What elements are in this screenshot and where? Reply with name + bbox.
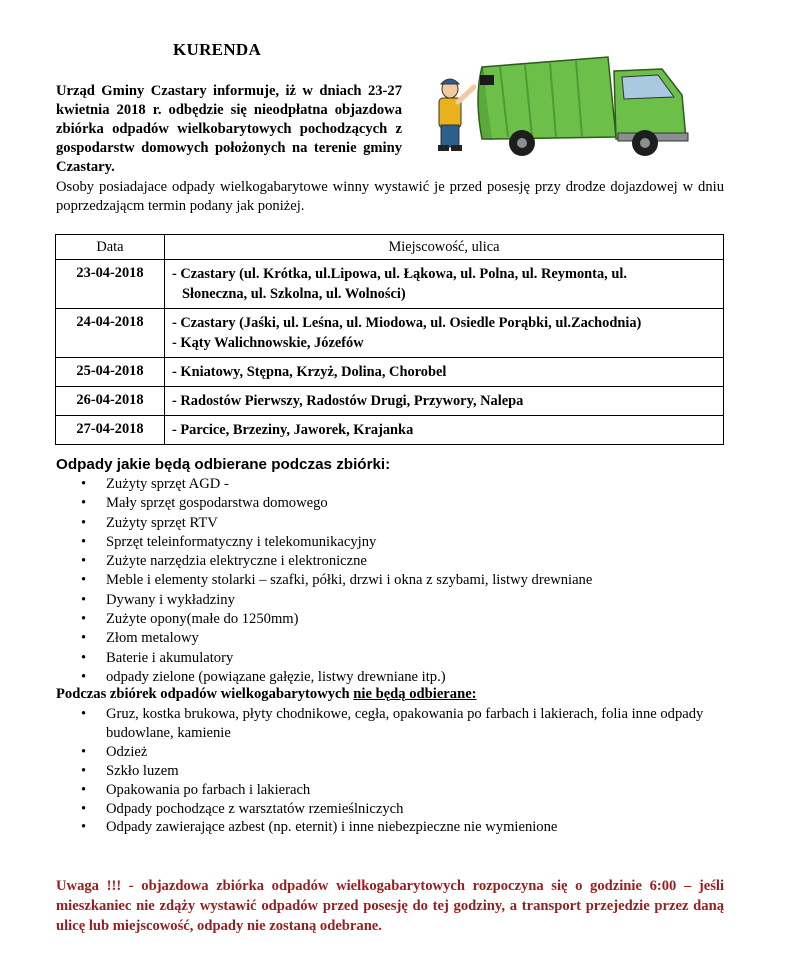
list-item: • Zużyty sprzęt AGD - (56, 475, 716, 494)
location-line: Słoneczna, ul. Szkolna, ul. Wolności) (182, 286, 406, 302)
list-item: • odpady zielone (powiązane gałęzie, listwy drewniane itp.) (56, 668, 716, 687)
excluded-waste-list (56, 705, 706, 837)
table-row (56, 416, 724, 445)
collection-schedule-table (55, 234, 724, 445)
table-row (56, 387, 724, 416)
list-item: • Opakowania po farbach i lakierach (56, 781, 706, 800)
row-locations (165, 387, 724, 416)
list-item: • Sprzęt teleinformatyczny i telekomunikacyjny (56, 533, 716, 552)
list-item: • Zużyty sprzęt RTV (56, 514, 716, 533)
row-locations (165, 260, 724, 309)
list-item: • Odpady pochodzące z warsztatów rzemieślniczych (56, 800, 706, 819)
row-date: 23-04-2018 (56, 260, 165, 309)
worker-figure (438, 79, 474, 151)
list-item: • Szkło luzem (56, 762, 706, 781)
list-item: • Meble i elementy stolarki – szafki, półki, drzwi i okna z szybami, listwy drewniane (56, 571, 716, 590)
column-header-location: Miejscowość, ulica (165, 235, 724, 260)
row-locations (165, 358, 724, 387)
location-line: - Kniatowy, Stępna, Krzyż, Dolina, Chorobel (172, 364, 447, 380)
list-item: • Gruz, kostka brukowa, płyty chodnikowe, cegła, opakowania po farbach i lakierach, folia inne odpady budowlane, kamienie (56, 705, 706, 743)
excluded-heading-emphasis: nie będą odbierane: (353, 686, 477, 702)
location-line: - Czastary (Jaśki, ul. Leśna, ul. Miodowa, ul. Osiedle Porąbki, ul.Zachodnia) (172, 315, 642, 331)
document-title: KURENDA (173, 40, 262, 59)
excluded-heading-prefix: Podczas zbiórek odpadów wielkogabarytowych (56, 686, 354, 702)
list-item: • Zużyte narzędzia elektryczne i elektroniczne (56, 552, 716, 571)
excluded-waste-heading (56, 686, 477, 703)
column-header-date: Data (56, 235, 165, 260)
list-item: • Odzież (56, 743, 706, 762)
list-item: • Zużyte opony(małe do 1250mm) (56, 610, 716, 629)
garbage-truck-illustration (430, 47, 700, 159)
location-line: - Kąty Walichnowskie, Józefów (172, 335, 364, 351)
row-date: 24-04-2018 (56, 309, 165, 358)
table-row (56, 260, 724, 309)
warning-notice: Uwaga !!! - objazdowa zbiórka odpadów wielkogabarytowych rozpoczyna się o godzinie 6:00 – jeśli mieszkaniec nie zdąży wystawić odpadów przed posesję do tej godziny, a transport przejedzie przez daną ulicę lub miejscowość, odpady nie zostaną odebrane. (56, 878, 724, 934)
location-line: - Parcice, Brzeziny, Jaworek, Krajanka (172, 422, 414, 438)
row-date: 25-04-2018 (56, 358, 165, 387)
table-row (56, 358, 724, 387)
table-row (56, 309, 724, 358)
row-date: 27-04-2018 (56, 416, 165, 445)
collected-waste-heading: Odpady jakie będą odbierane podczas zbiórki: (56, 456, 391, 473)
row-date: 26-04-2018 (56, 387, 165, 416)
row-locations (165, 309, 724, 358)
intro-paragraph: Urząd Gminy Czastary informuje, iż w dniach 23-27 kwietnia 2018 r. odbędzie się nieodpłatna objazdowa zbiórka odpadów wielkobarytowych pochodzących z gospodarstw domowych położonych na terenie gminy Czastary. (56, 83, 402, 175)
list-item: • Baterie i akumulatory (56, 649, 716, 668)
list-item: • Mały sprzęt gospodarstwa domowego (56, 494, 716, 513)
list-item: • Złom metalowy (56, 629, 716, 648)
location-line: - Czastary (ul. Krótka, ul.Lipowa, ul. Łąkowa, ul. Polna, ul. Reymonta, ul. (172, 266, 627, 282)
row-locations (165, 416, 724, 445)
list-item: • Odpady zawierające azbest (np. eternit) i inne niebezpieczne nie wymienione (56, 818, 706, 837)
table-header-row (56, 235, 724, 260)
location-line: - Radostów Pierwszy, Radostów Drugi, Przywory, Nalepa (172, 393, 524, 409)
notice-paragraph: Osoby posiadajace odpady wielkogabarytowe winny wystawić je przed posesję przy drodze dojazdowej w dniu poprzedzającm termin podany jak poniżej. (56, 179, 724, 214)
collected-waste-list (56, 475, 716, 687)
list-item: • Dywany i wykładziny (56, 591, 716, 610)
